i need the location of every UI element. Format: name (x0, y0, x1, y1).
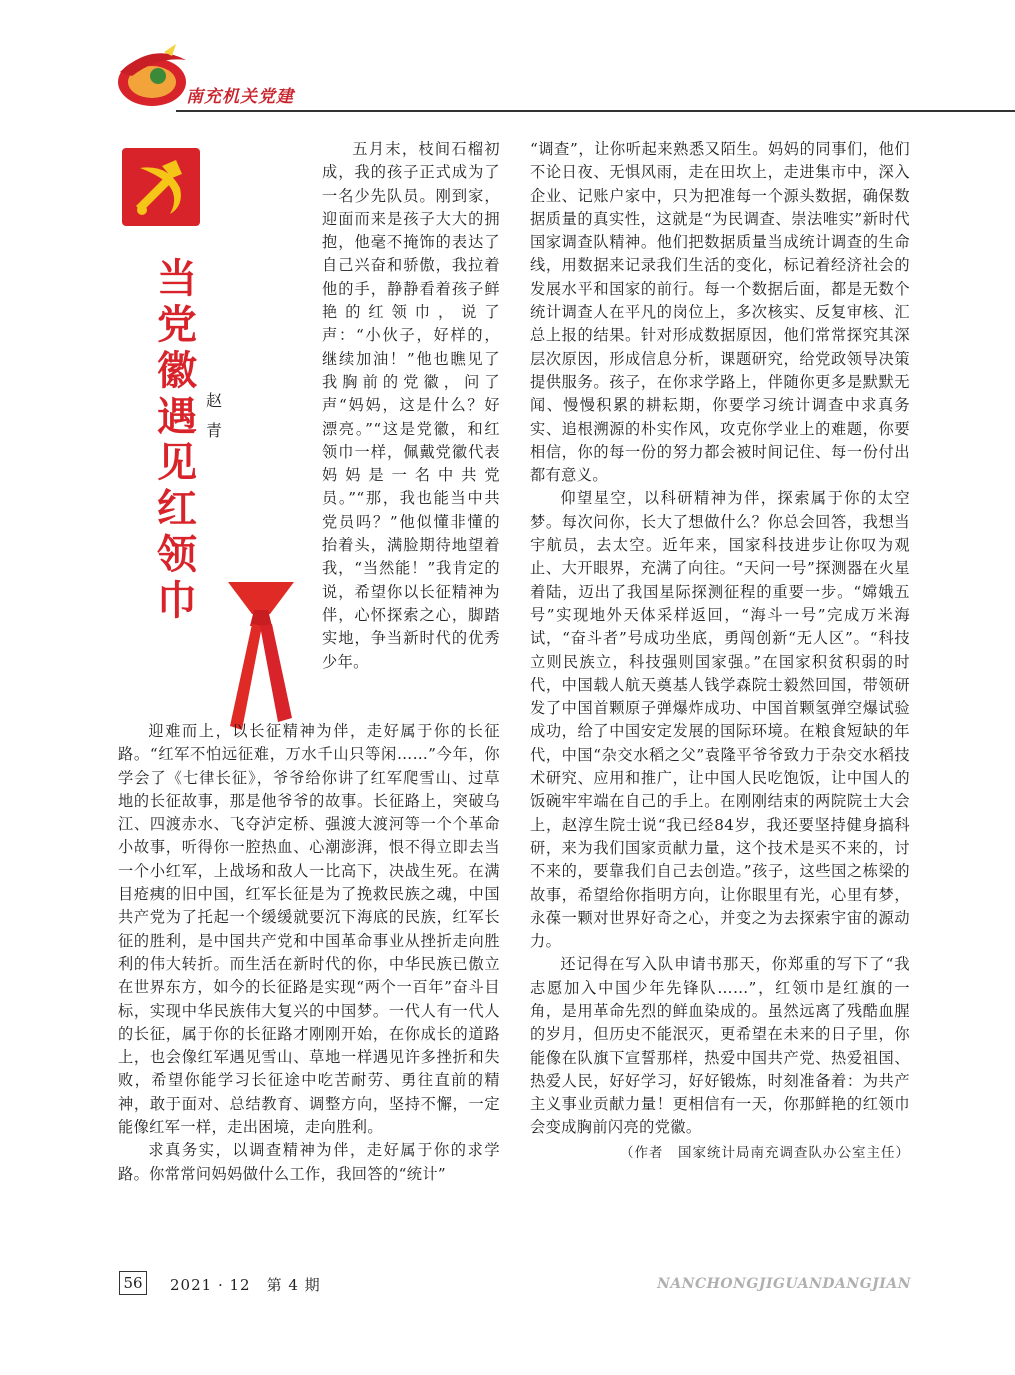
title-char: 遇 (157, 393, 197, 440)
lead-paragraph: 五月末，枝间石榴初成，我的孩子正式成为了一名少先队员。刚到家，迎面而来是孩子大大的拥抱，他毫不掩饰的表达了自己兴奋和骄傲，我拉着他的手，静静看着孩子鲜艳的红领巾，说了声：“小伙子，好样的，继续加油！”他也瞧见了我胸前的党徽，问了声“妈妈，这是什么？好漂亮。”“这是党徽，和红领巾一样，佩戴党徽代表妈妈是一名中共党员。”“那，我也能当中共党员吗？”他似懂非懂的抬着头，满脸期待地望着我，“当然能！”我肯定的说，希望你以长征精神为伴，心怀探索之心，脚踏实地，争当新时代的优秀少年。 (322, 140, 500, 671)
article-title (152, 256, 202, 624)
body-paragraph: 仰望星空，以科研精神为伴，探索属于你的太空梦。每次问你，长大了想做什么？你总会回答，我想当宇航员，去太空。近年来，国家科技进步让你叹为观止、大开眼界，充满了向往。“天问一号”探测器在火星着陆，迈出了我国星际探测征程的重要一步。“嫦娥五号”实现地外天体采样返回，“海斗一号”完成万米海试，“奋斗者”号成功坐底，勇闯创新“无人区”。“科技立则民族立，科技强则国家强。”在国家积贫积弱的时代，中国载人航天奠基人钱学森院士毅然回国，带领研发了中国首颗原子弹爆炸成功、中国首颗氢弹空爆试验成功，给了中国安定发展的国际环境。在粮食短缺的年代，中国“杂交水稻之父”袁隆平爷爷致力于杂交水稻技术研究、应用和推广，让中国人民吃饱饭，让中国人的饭碗牢牢端在自己的手上。在刚刚结束的两院院士大会上，赵淳生院士说“我已经84岁，我还要坚持健身搞科研，来为我们国家贡献力量，这个技术是买不来的，讨不来的，要靠我们自己去创造。”孩子，这些国之栋梁的故事，希望给你指明方向，让你眼里有光，心里有梦，永葆一颗对世界好奇之心，并变之为去探索宇宙的源动力。 (530, 489, 910, 951)
body-paragraph-continuation: “调查”，让你听起来熟悉又陌生。妈妈的同事们，他们不论日夜、无惧风雨，走在田坎上，走进集市中，深入企业、记账户家中，只为把准每一个源头数据，确保数据质量的真实性，这就是“为民调查、崇法唯实”新时代国家调查队精神。他们把数据质量当成统计调查的生命线，用数据来记录我们生活的变化，标记着经济社会的发展水平和国家的前行。每一个数据后面，都是无数个统计调查人在平凡的岗位上，多次核实、反复审核、汇总上报的结果。针对形成数据原因，他们常常探究其深层次原因，形成信息分析，课题研究，给党政领导决策提供服务。孩子，在你求学路上，伴随你更多是默默无闻、慢慢积累的耕耘期，你要学习统计调查中求真务实、追根溯源的朴实作风，攻克你学业上的难题，你要相信，你的每一份的努力都会被时间记住、每一份付出都有意义。 (530, 140, 910, 485)
journal-title: 南充机关党建 (186, 87, 294, 107)
swallow-logo-icon (112, 42, 192, 110)
red-scarf-illustration (226, 580, 296, 740)
page-number: 56 (119, 1271, 147, 1295)
left-column (118, 720, 500, 1186)
author-byline: （作者 国家统计局南充调查队办公室主任） (620, 1144, 910, 1161)
author-char: 青 (205, 421, 222, 440)
body-paragraph: 迎难而上，以长征精神为伴，走好属于你的长征路。“红军不怕远征难，万水千山只等闲……”今年，你学会了《七律长征》，爷爷给你讲了红军爬雪山、过草地的长征故事，那是他爷爷的故事。长征路上，突破乌江、四渡赤水、飞夺泸定桥、强渡大渡河等一个个革命小故事，听得你一腔热血、心潮澎湃，恨不得立即去当一个小红军，上战场和敌人一比高下，决战生死。在满目疮痍的旧中国，红军长征是为了挽救民族之魂，中国共产党为了托起一个缓缓就要沉下海底的民族，红军长征的胜利，是中国共产党和中国革命事业从挫折走向胜利的伟大转折。而生活在新时代的你，中华民族已傲立在世界东方，如今的长征路是实现“两个一百年”奋斗目标，实现中华民族伟大复兴的中国梦。一代人有一代人的长征，属于你的长征路才刚刚开始，在你成长的道路上，也会像红军遇见雪山、草地一样遇见许多挫折和失败，希望你能学习长征途中吃苦耐劳、勇往直前的精神，敢于面对、总结教育、调整方向，坚持不懈，一定能像红军一样，走出困境，走向胜利。 (118, 722, 500, 1137)
title-char: 党 (157, 301, 197, 348)
title-char: 见 (157, 439, 197, 486)
lead-paragraph-block (322, 138, 500, 674)
title-char: 领 (157, 531, 197, 578)
title-char: 巾 (157, 577, 197, 624)
journal-name-en: NANCHONGJIGUANDANGJIAN (657, 1276, 911, 1292)
title-char: 当 (157, 255, 197, 302)
title-char: 红 (157, 485, 197, 532)
title-char: 徽 (157, 347, 197, 394)
author-char: 赵 (205, 391, 222, 410)
header-rule (176, 110, 1015, 112)
author-name (203, 386, 225, 446)
body-paragraph: 求真务实，以调查精神为伴，走好属于你的求学路。你常常问妈妈做什么工作，我回答的“统计” (118, 1141, 500, 1183)
party-emblem-icon (122, 148, 200, 226)
body-paragraph: 还记得在写入队申请书那天，你郑重的写下了“我志愿加入中国少年先锋队……”，红领巾是红旗的一角，是用革命先烈的鲜血染成的。虽然远离了残酷血腥的岁月，但历史不能泯灭，更希望在未来的日子里，你能像在队旗下宣誓那样，热爱中国共产党、热爱祖国、热爱人民，好好学习，好好锻炼，时刻准备着：为共产主义事业贡献力量！更相信有一天，你那鲜艳的红领巾会变成胸前闪亮的党徽。 (530, 955, 910, 1137)
right-column (530, 138, 910, 1165)
issue-label: 2021 · 12 第 4 期 (170, 1276, 321, 1294)
